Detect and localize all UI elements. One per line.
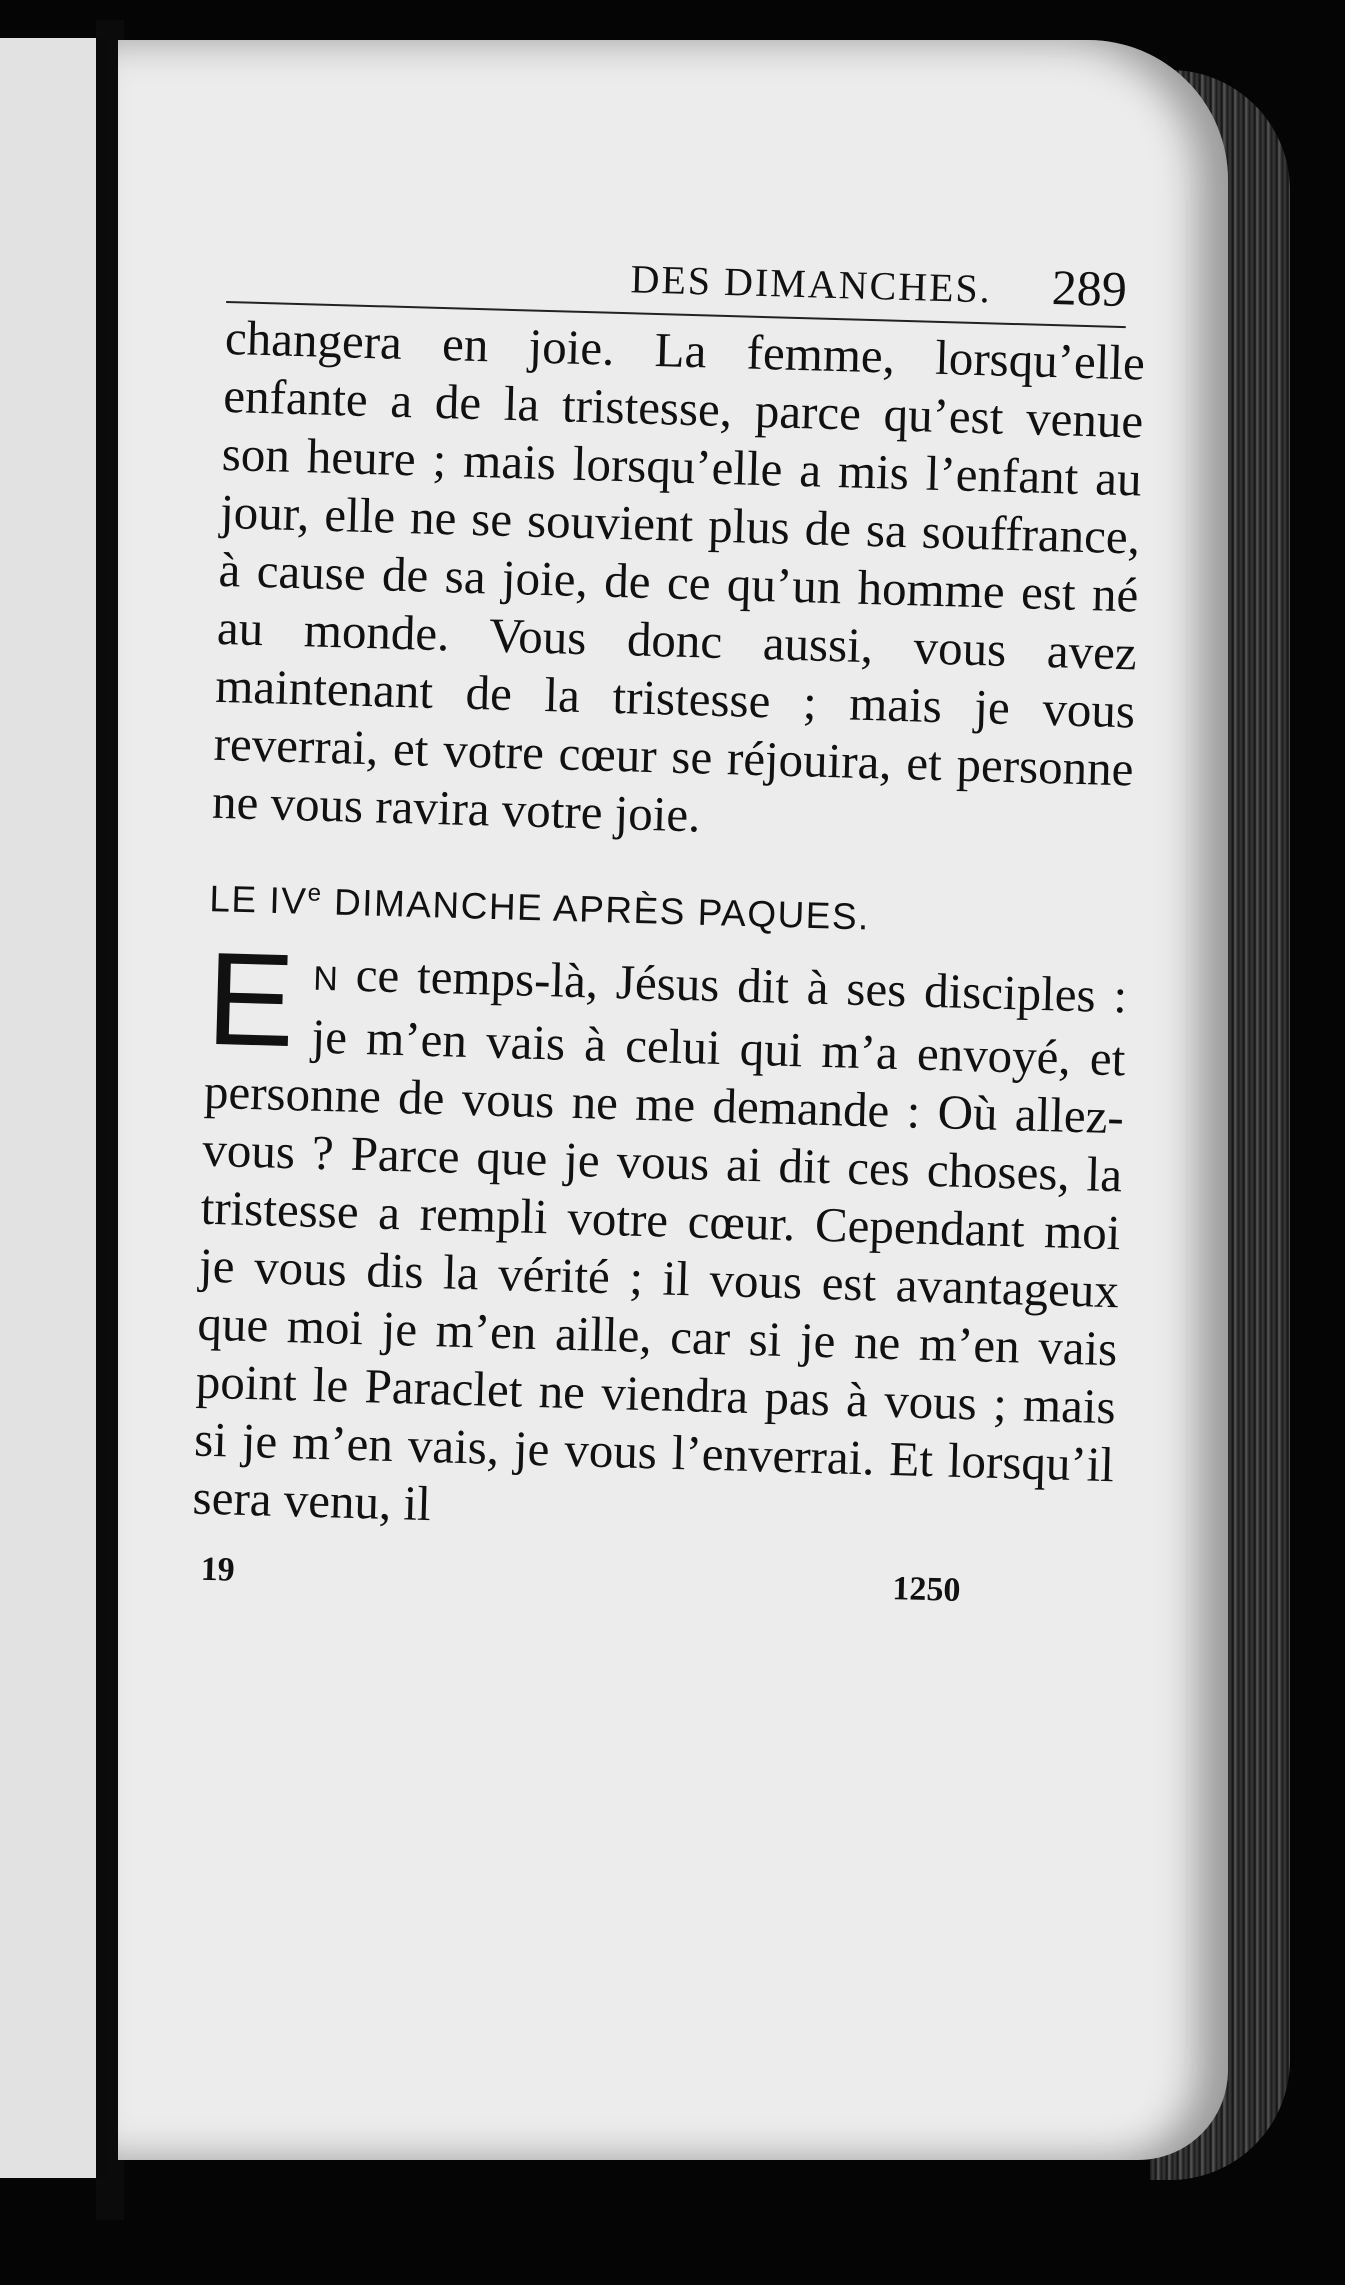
section-heading-prefix: LE IV	[208, 878, 308, 922]
section-heading-superscript: e	[307, 879, 323, 907]
book-page	[118, 40, 1228, 2160]
section-heading	[209, 877, 1130, 946]
print-number: 1250	[891, 1570, 961, 1610]
page-number: 289	[1051, 259, 1128, 318]
signature-mark: 19	[200, 1551, 236, 1590]
drop-capital: E	[204, 925, 297, 1075]
paragraph-continued: changera en joie. La femme, lorsqu’elle enfante a de la tristesse, parce qu’est venue son heure ; mais lorsqu’elle a mis l’enfant au jour, elle ne se souvient plus de sa souffrance, à cause de sa joie, de ce qu’un homme est né au monde. Vous donc aussi, vous avez maintenant de la tristesse ; mais je vous reverrai, et votre cœur se réjouira, et personne ne vous ravira votre joie.	[211, 309, 1146, 843]
section-heading-rest: DIMANCHE APRÈS PAQUES.	[321, 881, 871, 938]
lead-small-cap: N	[312, 960, 339, 999]
gospel-paragraph	[191, 925, 1128, 1552]
gospel-paragraph-text: ce temps-là, Jésus dit à ses disciples : je m’en vais à celui qui m’a envoyé, et personne de vous ne me demande : Où allez-vous ? Parce que je vous ai dit ces choses, la tristesse a rempli votre cœur. Cependant moi je vous dis la vérité ; il vous est avantageux que moi je m’en aille, car si je ne m’en vais point le Paraclet ne viendra pas à vous ; mais si je m’en vais, je vous l’enverrai. Et lorsqu’il sera venu, il	[191, 946, 1128, 1532]
text-block	[190, 235, 1147, 1614]
running-title: DES DIMANCHES.	[629, 256, 993, 312]
running-header	[226, 235, 1147, 321]
page-footer	[190, 1551, 1111, 1615]
previous-page-edge	[0, 38, 106, 2178]
